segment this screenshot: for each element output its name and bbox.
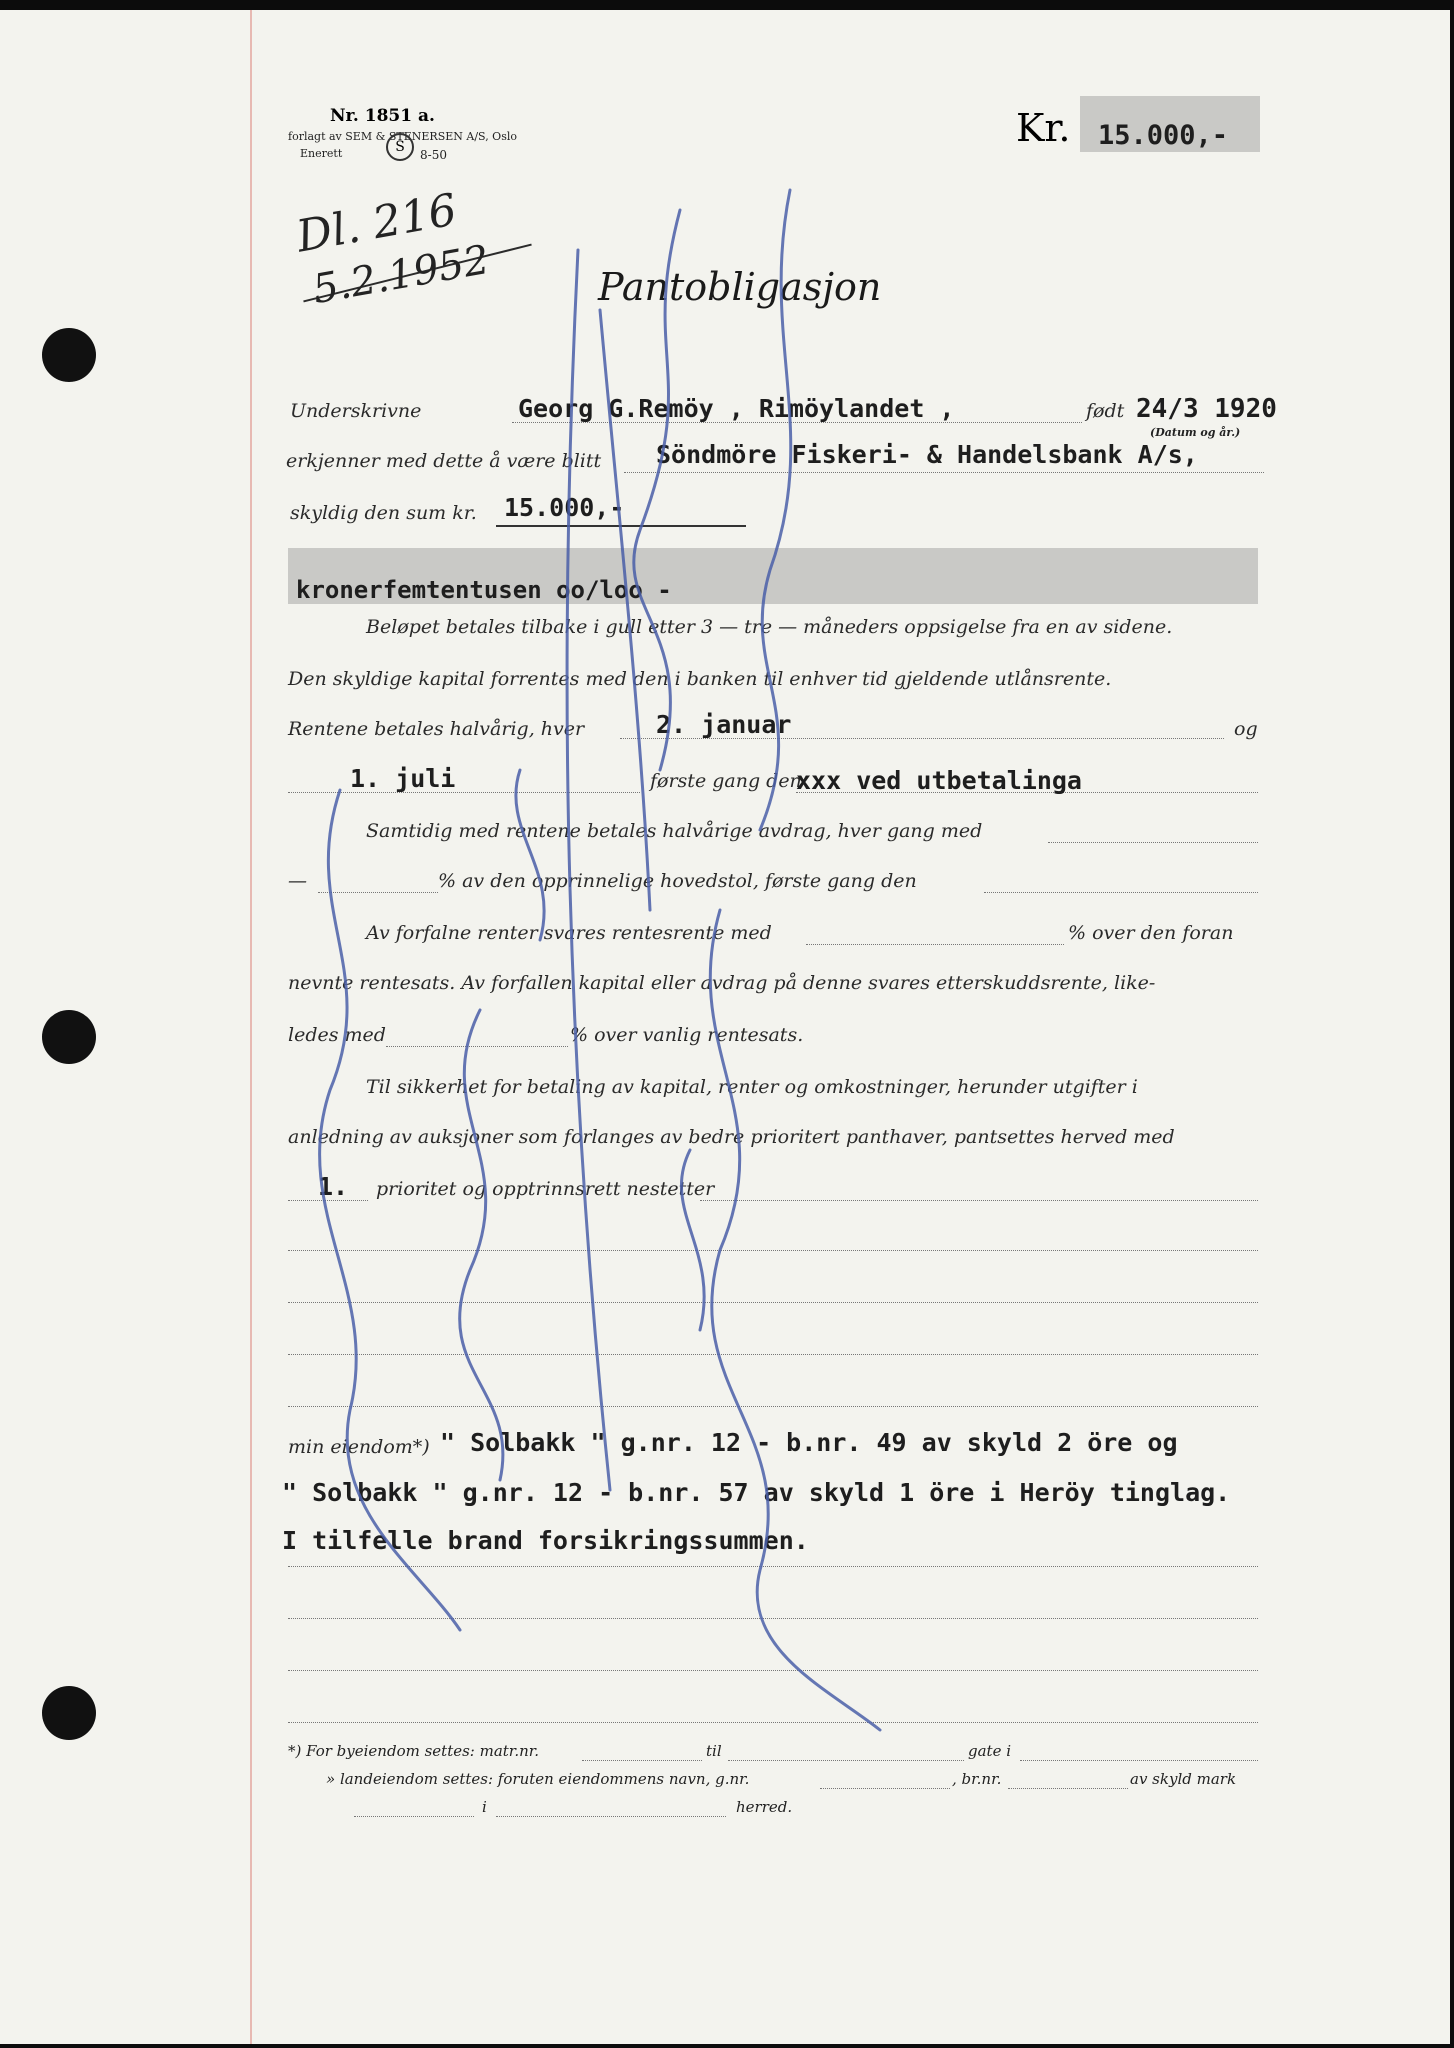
owes-label: skyldig den sum kr. <box>290 502 477 524</box>
footnote-i: i <box>482 1798 487 1816</box>
undersigned-label: Underskrivne <box>290 400 422 422</box>
registration-number: Dl. 216 <box>292 184 461 263</box>
footnote-city-label: *) For byeiendom settes: matr.nr. <box>288 1742 540 1760</box>
registration-date: 5.2.1952 <box>309 236 493 314</box>
property-label: min eiendom*) <box>288 1436 430 1458</box>
compound-interest-end: % over den foran <box>1068 922 1234 944</box>
interest-date-2: 1. juli <box>350 764 456 793</box>
born-value: 24/3 1920 <box>1136 394 1277 424</box>
acknowledge-label: erkjenner med dette å være blitt <box>286 450 602 472</box>
footnote-rural-label: » landeiendom settes: foruten eiendommens navn, g.nr. <box>326 1770 750 1788</box>
amount-words: kronerfemtentusen oo/loo - <box>296 576 672 604</box>
overdue-rate-label: ledes med <box>288 1024 386 1046</box>
document-title: Pantobligasjon <box>598 265 882 309</box>
form-number: Nr. 1851 a. <box>330 106 435 126</box>
footnote-rural-skyld: av skyld mark <box>1130 1770 1237 1788</box>
footnote-city-til: til <box>706 1742 722 1760</box>
creditor-value: Söndmöre Fiskeri- & Handelsbank A/s, <box>656 440 1198 469</box>
footnote-rural-brnr: , br.nr. <box>952 1770 1002 1788</box>
first-time-value: xxx ved utbetalinga <box>796 766 1082 795</box>
property-line-2: " Solbakk " g.nr. 12 - b.nr. 57 av skyld 1 öre i Heröy tinglag. <box>282 1478 1231 1507</box>
form-version: 8-50 <box>420 148 447 162</box>
priority-value: 1. <box>318 1172 349 1201</box>
priority-label: prioritet og opptrinnsrett nestetter <box>376 1178 715 1200</box>
paragraph-installments: Samtidig med rentene betales halvårige avdrag, hver gang med <box>366 820 983 842</box>
property-line-1: " Solbakk " g.nr. 12 - b.nr. 49 av skyld 2 öre og <box>440 1428 1178 1457</box>
property-line-3: I tilfelle brand forsikringssummen. <box>282 1526 809 1555</box>
paragraph-security: Til sikkerhet for betaling av kapital, renter og omkostninger, herunder utgifter i <box>366 1076 1138 1098</box>
paragraph-auction: anledning av auksjoner som forlanges av bedre prioritert panthaver, pantsettes herved med <box>288 1126 1175 1148</box>
paragraph-repayment: Beløpet betales tilbake i gull etter 3 — tre — måneders oppsigelse fra en av sidene. <box>366 616 1173 638</box>
interest-date-1: 2. januar <box>656 710 792 739</box>
kr-label: Kr. <box>1016 106 1071 150</box>
publisher: forlagt av SEM & STENERSEN A/S, Oslo <box>288 130 517 143</box>
undersigned-value: Georg G.Remöy , Rimöylandet , <box>518 394 955 423</box>
paragraph-interest: Den skyldige kapital forrentes med den i banken til enhver tid gjeldende utlånsrente. <box>288 668 1112 690</box>
interest-dates-label: Rentene betales halvårig, hver <box>288 718 585 740</box>
born-hint: (Datum og år.) <box>1150 426 1241 439</box>
overdue-rate-end: % over vanlig rentesats. <box>570 1024 804 1046</box>
born-label: født <box>1086 400 1125 422</box>
footnote-herred: herred. <box>736 1798 793 1816</box>
interest-dates-and: og <box>1234 718 1258 740</box>
paragraph-overdue: nevnte rentesats. Av forfallen kapital eller avdrag på denne svares etterskuddsrente, like- <box>288 972 1156 994</box>
installment-dash: — <box>288 870 307 892</box>
enerett: Enerett <box>300 147 343 160</box>
handwritten-cancellation-scribble <box>0 10 1450 2044</box>
publisher-logo: S <box>386 133 414 161</box>
amount-value: 15.000,- <box>504 493 625 522</box>
first-time-label: første gang den <box>650 770 802 792</box>
kr-amount: 15.000,- <box>1098 120 1229 151</box>
compound-interest-label: Av forfalne renter svares rentesrente med <box>366 922 772 944</box>
paragraph-principal: % av den opprinnelige hovedstol, første gang den <box>438 870 917 892</box>
document-page <box>0 10 1450 2044</box>
footnote-city-gate: gate i <box>968 1742 1012 1760</box>
